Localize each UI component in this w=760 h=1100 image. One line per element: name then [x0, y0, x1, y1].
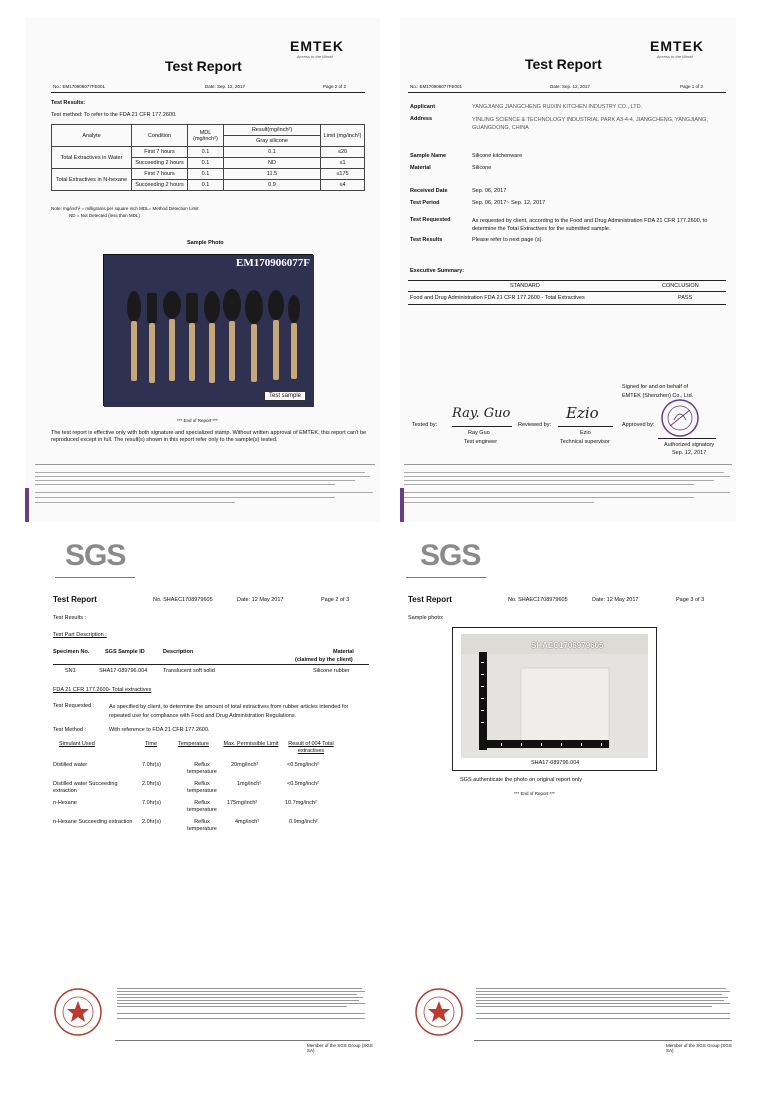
temperature-cell: Reflux temperature [187, 800, 217, 813]
result-cell: <0.5mg/inch² [287, 762, 319, 768]
header-condition: Condition [132, 125, 188, 147]
mdl-cell: 0.1 [188, 180, 224, 191]
silicone-sheet-photo-icon [461, 634, 648, 758]
section-title: FDA 21 CFR 177.2600- Total extractives [53, 687, 152, 693]
header-material-sub: (claimed by the client) [295, 657, 353, 663]
results-table [51, 124, 365, 191]
page-title: Test Report [165, 58, 242, 74]
header-material: Material [333, 649, 354, 655]
header-time: Time [145, 741, 158, 747]
sample-photo-label: Sample photo: [408, 615, 444, 621]
footer-rule [35, 464, 375, 465]
material-value: Silicone [472, 165, 492, 171]
page-title: Test Report [408, 595, 452, 604]
sample-photo-label: Sample Photo [187, 240, 224, 246]
page-title: Test Report [53, 595, 97, 604]
header-sgs-id: SGS Sample ID [105, 649, 145, 655]
page-number: Page 2 of 3 [321, 597, 350, 603]
temperature-cell: Reflux temperature [187, 762, 217, 775]
limit-cell: ≤175 [321, 169, 365, 180]
header-description: Description [163, 649, 194, 655]
limit-cell: ≤4 [321, 180, 365, 191]
end-of-report: *** End of Report *** [177, 418, 218, 423]
table-row [52, 169, 365, 180]
photo-sample-id: SHAEC1708979605 [531, 641, 604, 650]
sample-description: Translucent soft solid [163, 668, 215, 674]
report-date: Date: 12 May 2017 [592, 597, 639, 603]
header-result-sub: Gray silicone [224, 136, 321, 147]
summary-rule-mid [408, 291, 726, 292]
result-cell: <0.5mg/inch² [287, 781, 319, 787]
sample-photo [103, 254, 313, 406]
simulant-cell: n-Hexane [53, 800, 77, 806]
approver-date: Sep. 12, 2017 [672, 450, 707, 456]
test-requested-label: Test Requested : [53, 703, 95, 709]
sample-name-label: Sample Name [410, 153, 447, 159]
header-simulant: Simulant Used [59, 741, 95, 747]
header-result: Result of 004 Total extractives [288, 741, 334, 754]
header-temperature: Temperature [178, 741, 209, 747]
header-limit: Limit (mg/inch²) [321, 125, 365, 147]
test-results-label: Test Results : [53, 615, 87, 621]
table-row [52, 147, 365, 158]
summary-conclusion: PASS [678, 295, 693, 301]
limit-cell: ≤1 [321, 158, 365, 169]
photo-sample-id: EM170906077F [236, 257, 310, 269]
simulant-cell: Distilled water [53, 762, 88, 768]
report-number: No.: EM170906077FE001 [410, 84, 463, 89]
sgs-seal-icon [53, 987, 103, 1037]
emtek-logo: EMTEK [650, 38, 704, 54]
note-units: Note: mg/inch² = milligrams per square inch MDL= Method Detection Limit [51, 206, 199, 211]
disclaimer: The test report is effective only with both signature and specialized stamp. Without written approval of EMTEK, this report can't be reproduced except in full. The result(s) shown in this report refer only to the sample(s) tested. [51, 430, 367, 443]
condition-cell: First 7 hours [132, 147, 188, 158]
emtek-logo: EMTEK [290, 38, 344, 54]
photo-sample-tag: Test sample [264, 391, 306, 401]
tester-sign-line [452, 426, 512, 427]
purple-side-bar [25, 488, 29, 522]
report-date: Date: 12 May 2017 [237, 597, 284, 603]
signed-for-label: Signed for and on behalf of [622, 384, 689, 390]
test-results-label: Test Results [410, 237, 443, 243]
summary-rule-bottom [408, 304, 726, 305]
test-method: Test method: To refer to the FDA 21 CFR 177.2600. [51, 112, 177, 118]
sgs-report-page-3 [400, 535, 740, 1065]
sgs-logo: SGS [420, 539, 481, 572]
limit-cell: ≤20 [321, 147, 365, 158]
header-analyte: Analyte [52, 125, 132, 147]
time-cell: 7.0hr(s) [142, 762, 161, 768]
test-part-description: Test Part Description : [53, 632, 107, 638]
result-cell: 0.1 [224, 147, 321, 158]
limit-cell: 4mg/inch² [235, 819, 260, 825]
tester-name: Ray Guo [468, 430, 490, 436]
sgs-sample-id: SHA17-089796.004 [99, 668, 148, 674]
logo-rule [55, 577, 135, 578]
analyte-cell: Total Extractives in N-hexane [52, 169, 132, 191]
specimen-no: SN1 [65, 668, 76, 674]
reviewer-signature: Ezio [566, 404, 599, 422]
footer-fine-print [476, 987, 732, 1027]
simulant-cell: Distilled water Succeeding extraction [53, 781, 118, 794]
reviewed-by-label: Reviewed by: [518, 422, 552, 428]
sgs-report-page-2 [45, 535, 375, 1065]
header-result: Result(mg/inch²) [224, 125, 321, 136]
sgs-seal-icon [414, 987, 464, 1037]
tested-by-label: Tested by: [412, 422, 438, 428]
header-specimen: Specimen No. [53, 649, 90, 655]
time-cell: 2.0hr(s) [142, 781, 161, 787]
report-date: Date: Sep. 12, 2017 [205, 84, 246, 89]
summary-standard: Food and Drug Administration FDA 21 CFR 177.2600 - Total Extractives [410, 295, 585, 301]
page-number: Page 3 of 3 [676, 597, 705, 603]
footer-rule [115, 1040, 370, 1041]
page-title: Test Report [525, 56, 602, 72]
test-requested-value: As specified by client, to determine the amount of total extractives from rubber articles intended for repeated use for compliance with Food and Drug Administration Regulations. [109, 704, 349, 719]
header-rule [51, 92, 365, 93]
test-results-value: Please refer to next page (s). [472, 237, 543, 243]
simulant-cell: n-Hexane Succeeding extraction [53, 819, 133, 825]
footer-rule [404, 464, 732, 465]
footer-fine-print [35, 470, 375, 510]
test-results-label: Test Results: [51, 100, 86, 106]
sample-photo-frame [452, 627, 657, 771]
page-number: Page 2 of 2 [323, 84, 347, 89]
report-date: Date: Sep. 12, 2017 [550, 84, 591, 89]
result-cell: 0.9 [224, 180, 321, 191]
limit-cell: 175mg/inch² [227, 800, 258, 806]
mdl-cell: 0.1 [188, 158, 224, 169]
time-cell: 7.0hr(s) [142, 800, 161, 806]
address-label: Address [410, 116, 433, 122]
emtek-stamp-icon [660, 398, 700, 438]
tester-signature: Ray. Guo [452, 406, 511, 421]
kitchenware-photo-icon [104, 255, 314, 407]
test-period-value: Sep. 06, 2017~ Sep. 12, 2017 [472, 200, 546, 206]
reviewer-sign-line [558, 426, 613, 427]
material-label: Material [410, 165, 431, 171]
approver-role: Authorized signatory [664, 442, 715, 448]
header-mdl: MDL (mg/inch²) [188, 125, 224, 147]
result-cell: 10.7mg/inch² [285, 800, 317, 806]
limit-cell: 1mg/inch² [237, 781, 262, 787]
sgs-member-note: Member of the SGS Group (SGS SA) [666, 1043, 732, 1053]
approved-by-label: Approved by: [622, 422, 655, 428]
sample-photo [461, 634, 648, 758]
received-date-label: Received Date [410, 188, 448, 194]
test-method-label: Test Method : [53, 727, 87, 733]
summary-rule-top [408, 280, 726, 281]
header-rule [408, 92, 726, 93]
test-method-value: With reference to FDA 21 CFR 177.2600. [109, 727, 210, 733]
limit-cell: 20mg/inch² [231, 762, 259, 768]
sample-name-value: Silicone kitchenware [472, 153, 523, 159]
photo-caption: SHA17-089796.004 [531, 760, 580, 766]
result-cell: 0.9mg/inch² [289, 819, 318, 825]
summary-header-standard: STANDARD [510, 283, 540, 289]
test-period-label: Test Period [410, 200, 440, 206]
photo-authentication-note: SGS authenticate the photo on original report only [460, 777, 582, 783]
test-requested-value: As requested by client, according to the Food and Drug Administration FDA 21 CFR 177.2600, to determine the Total Extractives for the submitted sample. [472, 218, 708, 232]
sample-material: Silicone rubber [313, 668, 350, 674]
result-cell: ND [224, 158, 321, 169]
emtek-report-page-1 [400, 18, 736, 522]
summary-header-conclusion: CONCLUSION [662, 283, 699, 289]
tester-role: Test engineer [464, 439, 498, 445]
address-value: YINLING SCIENCE & TECHNOLOGY INDUSTRIAL PARK A3-4-4, JIANGCHENG, YANGJIANG, GUANGDONG, CHINA [472, 117, 708, 131]
condition-cell: First 7 hours [132, 169, 188, 180]
logo-rule [406, 577, 486, 578]
signed-company: EMTEK (Shenzhen) Co., Ltd. [622, 393, 694, 399]
report-number: No. SHAEC1708979605 [153, 597, 213, 603]
footer-fine-print [117, 987, 367, 1027]
temperature-cell: Reflux temperature [187, 819, 217, 832]
mdl-cell: 0.1 [188, 147, 224, 158]
specimen-rule [53, 664, 369, 665]
approver-sign-line [658, 438, 716, 439]
time-cell: 2.0hr(s) [142, 819, 161, 825]
emtek-logo-tagline: Access to the World [657, 54, 693, 59]
temperature-cell: Reflux temperature [187, 781, 217, 794]
condition-cell: Succeeding 2 hours [132, 158, 188, 169]
executive-summary-label: Executive Summary: [410, 268, 465, 274]
mdl-cell: 0.1 [188, 169, 224, 180]
header-max-limit: Max. Permissible Limit [223, 741, 279, 747]
report-number: No.: EM170906077FE001 [53, 84, 106, 89]
emtek-report-page-2 [25, 18, 380, 522]
footer-rule [474, 1040, 732, 1041]
analyte-cell: Total Extractives in Water [52, 147, 132, 169]
sgs-member-note: Member of the SGS Group (SGS SA) [307, 1043, 373, 1053]
reviewer-name: Ezio [580, 430, 591, 436]
reviewer-role: Technical supervisor [560, 439, 610, 445]
emtek-logo-tagline: Access to the World [297, 54, 333, 59]
condition-cell: Succeeding 2 hours [132, 180, 188, 191]
applicant-label: Applicant [410, 104, 436, 110]
page-number: Page 1 of 2 [680, 84, 704, 89]
sgs-logo: SGS [65, 539, 126, 572]
footer-fine-print [404, 470, 732, 510]
test-requested-label: Test Requested [410, 217, 451, 223]
received-date-value: Sep. 06, 2017 [472, 188, 507, 194]
end-of-report: *** End of Report *** [514, 791, 555, 796]
applicant-value: YANGJIANG JIANGCHENG RUIXIN KITCHEN INDUSTRY CO., LTD. [472, 104, 643, 110]
report-number: No. SHAEC1708979605 [508, 597, 568, 603]
result-cell: 11.5 [224, 169, 321, 180]
note-nd: ND = Not Detected (less than MDL) [69, 213, 140, 218]
